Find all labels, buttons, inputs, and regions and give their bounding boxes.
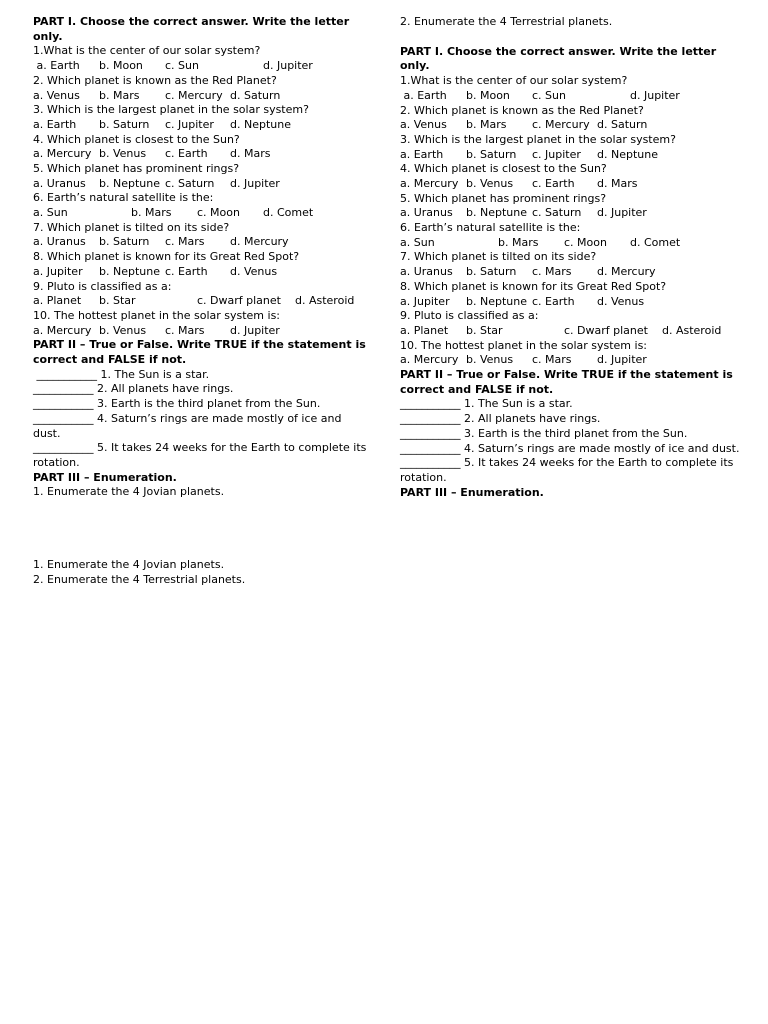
answer-option: a. Venus (33, 88, 80, 102)
answer-option: c. Moon (564, 235, 607, 249)
answer-option: c. Earth (532, 294, 575, 308)
answer-options (400, 353, 740, 368)
answer-option: c. Mercury (165, 88, 223, 102)
answer-option: b. Mars (131, 206, 172, 220)
question-text: 1.What is the center of our solar system? (33, 44, 261, 58)
answer-option: d. Venus (230, 264, 278, 278)
answer-option: b. Saturn (99, 235, 150, 249)
answer-option: a. Jupiter (400, 294, 450, 308)
question-text: 9. Pluto is classified as a: (33, 279, 172, 293)
answer-option: c. Earth (165, 264, 208, 278)
question-text: 8. Which planet is known for its Great Red Spot? (400, 279, 667, 293)
answer-option: a. Mercury (33, 323, 92, 337)
answer-option: b. Moon (466, 88, 510, 102)
answer-option: c. Mercury (532, 118, 590, 132)
answer-option: d. Jupiter (263, 59, 313, 73)
answer-options (33, 177, 369, 192)
answer-options (33, 118, 369, 133)
answer-option: a. Uranus (400, 265, 453, 279)
answer-option: a. Uranus (400, 206, 453, 220)
answer-option: c. Sun (532, 88, 566, 102)
answer-option: d. Jupiter (630, 88, 680, 102)
question-text: 4. Which planet is closest to the Sun? (33, 132, 240, 146)
answer-option: a. Earth (33, 117, 77, 131)
right-column (400, 15, 740, 500)
answer-option: d. Neptune (597, 147, 658, 161)
answer-option: b. Mars (99, 88, 140, 102)
enumeration-item: 2. Enumerate the 4 Terrestrial planets. (400, 15, 613, 28)
answer-option: a. Mercury (33, 147, 92, 161)
answer-option: d. Jupiter (597, 353, 647, 367)
answer-option: a. Uranus (33, 176, 86, 190)
enumeration-item: 2. Enumerate the 4 Terrestrial planets. (33, 572, 246, 586)
answer-option: b. Venus (99, 323, 147, 337)
answer-option: a. Earth (33, 59, 80, 73)
part2-title: PART II – True or False. Write TRUE if the statement is correct and FALSE if not. (400, 368, 733, 396)
part1-title: PART I. Choose the correct answer. Write the letter only. (400, 44, 717, 73)
question-text: 1.What is the center of our solar system? (400, 74, 628, 88)
answer-options (400, 177, 740, 192)
question-text: 4. Which planet is closest to the Sun? (400, 162, 607, 176)
answer-option: d. Saturn (597, 118, 648, 132)
answer-options (400, 236, 740, 251)
answer-option: b. Saturn (466, 265, 517, 279)
answer-options (33, 265, 369, 280)
enumeration-item: 1. Enumerate the 4 Jovian planets. (33, 485, 225, 499)
spacer (400, 30, 740, 45)
true-false-item: ___________ 1. The Sun is a star. (33, 367, 210, 381)
answer-options (33, 235, 369, 250)
answer-option: b. Saturn (99, 117, 150, 131)
true-false-item: ___________ 2. All planets have rings. (400, 412, 601, 426)
part3-title: PART III – Enumeration. (33, 470, 177, 484)
answer-option: b. Moon (99, 59, 143, 73)
answer-option: d. Jupiter (230, 323, 280, 337)
true-false-item: ___________ 3. Earth is the third planet from the Sun. (400, 426, 688, 440)
answer-option: b. Star (99, 294, 136, 308)
answer-option: c. Sun (165, 59, 199, 73)
question-text: 2. Which planet is known as the Red Planet? (33, 73, 277, 87)
question-text: 10. The hottest planet in the solar system is: (33, 308, 281, 322)
answer-option: b. Mars (466, 118, 507, 132)
question-text: 3. Which is the largest planet in the solar system? (33, 103, 309, 117)
answer-option: a. Sun (400, 235, 435, 249)
answer-options (33, 294, 369, 309)
answer-option: c. Dwarf planet (197, 294, 281, 308)
answer-option: b. Neptune (99, 176, 160, 190)
part1-title: PART I. Choose the correct answer. Write the letter only. (33, 15, 350, 43)
answer-option: d. Comet (630, 235, 681, 249)
answer-option: c. Saturn (532, 206, 582, 220)
question-text: 8. Which planet is known for its Great Red Spot? (33, 250, 300, 264)
true-false-item: ___________ 1. The Sun is a star. (400, 397, 573, 411)
answer-option: b. Neptune (99, 264, 160, 278)
true-false-item: ___________ 5. It takes 24 weeks for the Earth to complete its rotation. (33, 441, 370, 469)
answer-options (400, 324, 740, 339)
answer-option: a. Sun (33, 206, 68, 220)
question-text: 5. Which planet has prominent rings? (400, 191, 607, 205)
answer-option: a. Earth (400, 147, 444, 161)
answer-options (33, 89, 369, 104)
question-text: 9. Pluto is classified as a: (400, 309, 539, 323)
answer-option: a. Uranus (33, 235, 86, 249)
answer-option: c. Saturn (165, 176, 215, 190)
answer-option: b. Neptune (466, 294, 527, 308)
answer-options (33, 59, 369, 74)
answer-options (33, 206, 369, 221)
answer-option: c. Dwarf planet (564, 323, 648, 337)
answer-option: b. Venus (466, 353, 514, 367)
answer-option: b. Venus (99, 147, 147, 161)
answer-option: c. Jupiter (165, 117, 214, 131)
answer-option: a. Venus (400, 118, 447, 132)
question-text: 5. Which planet has prominent rings? (33, 161, 240, 175)
answer-option: c. Mars (532, 353, 572, 367)
answer-option: d. Saturn (230, 88, 281, 102)
question-text: 2. Which planet is known as the Red Planet? (400, 103, 644, 117)
part2-title: PART II – True or False. Write TRUE if the statement is correct and FALSE if not. (33, 338, 366, 367)
answer-options (400, 148, 740, 163)
answer-option: b. Saturn (466, 147, 517, 161)
question-text: 3. Which is the largest planet in the solar system? (400, 132, 676, 146)
answer-option: b. Star (466, 323, 503, 337)
true-false-list (33, 368, 369, 471)
true-false-item: ___________ 4. Saturn’s rings are made mostly of ice and dust. (33, 411, 345, 440)
answer-option: b. Mars (498, 235, 539, 249)
answer-option: c. Earth (165, 147, 208, 161)
answer-options (400, 89, 740, 104)
answer-option: d. Mercury (597, 265, 656, 279)
answer-option: d. Comet (263, 206, 314, 220)
answer-option: d. Jupiter (230, 176, 280, 190)
answer-option: d. Asteroid (295, 294, 355, 308)
question-list (33, 44, 369, 338)
answer-option: a. Jupiter (33, 264, 83, 278)
answer-options (400, 265, 740, 280)
true-false-item: ___________ 5. It takes 24 weeks for the Earth to complete its rotation. (400, 456, 737, 484)
true-false-item: ___________ 3. Earth is the third planet from the Sun. (33, 397, 321, 411)
answer-options (400, 295, 740, 310)
question-text: 6. Earth’s natural satellite is the: (33, 191, 214, 205)
answer-option: d. Asteroid (662, 323, 722, 337)
answer-options (400, 206, 740, 221)
question-text: 7. Which planet is tilted on its side? (400, 250, 597, 264)
true-false-item: ___________ 4. Saturn’s rings are made mostly of ice and dust. (400, 441, 740, 455)
answer-option: d. Mars (597, 176, 638, 190)
answer-option: c. Mars (532, 265, 572, 279)
answer-space (33, 500, 369, 558)
part3-title: PART III – Enumeration. (400, 485, 544, 499)
answer-option: d. Mars (230, 147, 271, 161)
answer-option: c. Jupiter (532, 147, 581, 161)
answer-options (33, 324, 369, 339)
answer-option: d. Neptune (230, 117, 291, 131)
answer-option: d. Jupiter (597, 206, 647, 220)
answer-option: b. Neptune (466, 206, 527, 220)
question-text: 10. The hottest planet in the solar system is: (400, 338, 648, 352)
answer-options (400, 118, 740, 133)
answer-option: b. Venus (466, 176, 514, 190)
question-text: 7. Which planet is tilted on its side? (33, 220, 230, 234)
answer-option: c. Mars (165, 235, 205, 249)
answer-option: d. Mercury (230, 235, 289, 249)
answer-option: c. Moon (197, 206, 240, 220)
answer-option: a. Planet (33, 294, 82, 308)
answer-option: a. Mercury (400, 353, 459, 367)
answer-option: d. Venus (597, 294, 645, 308)
question-text: 6. Earth’s natural satellite is the: (400, 221, 581, 235)
answer-option: a. Planet (400, 323, 449, 337)
answer-option: c. Earth (532, 176, 575, 190)
left-column (33, 15, 369, 587)
answer-option: c. Mars (165, 323, 205, 337)
answer-options (33, 147, 369, 162)
answer-option: a. Mercury (400, 176, 459, 190)
question-list (400, 74, 740, 368)
answer-option: a. Earth (400, 88, 447, 102)
true-false-list (400, 397, 740, 485)
enumeration-item: 1. Enumerate the 4 Jovian planets. (33, 558, 225, 572)
true-false-item: ___________ 2. All planets have rings. (33, 382, 234, 396)
